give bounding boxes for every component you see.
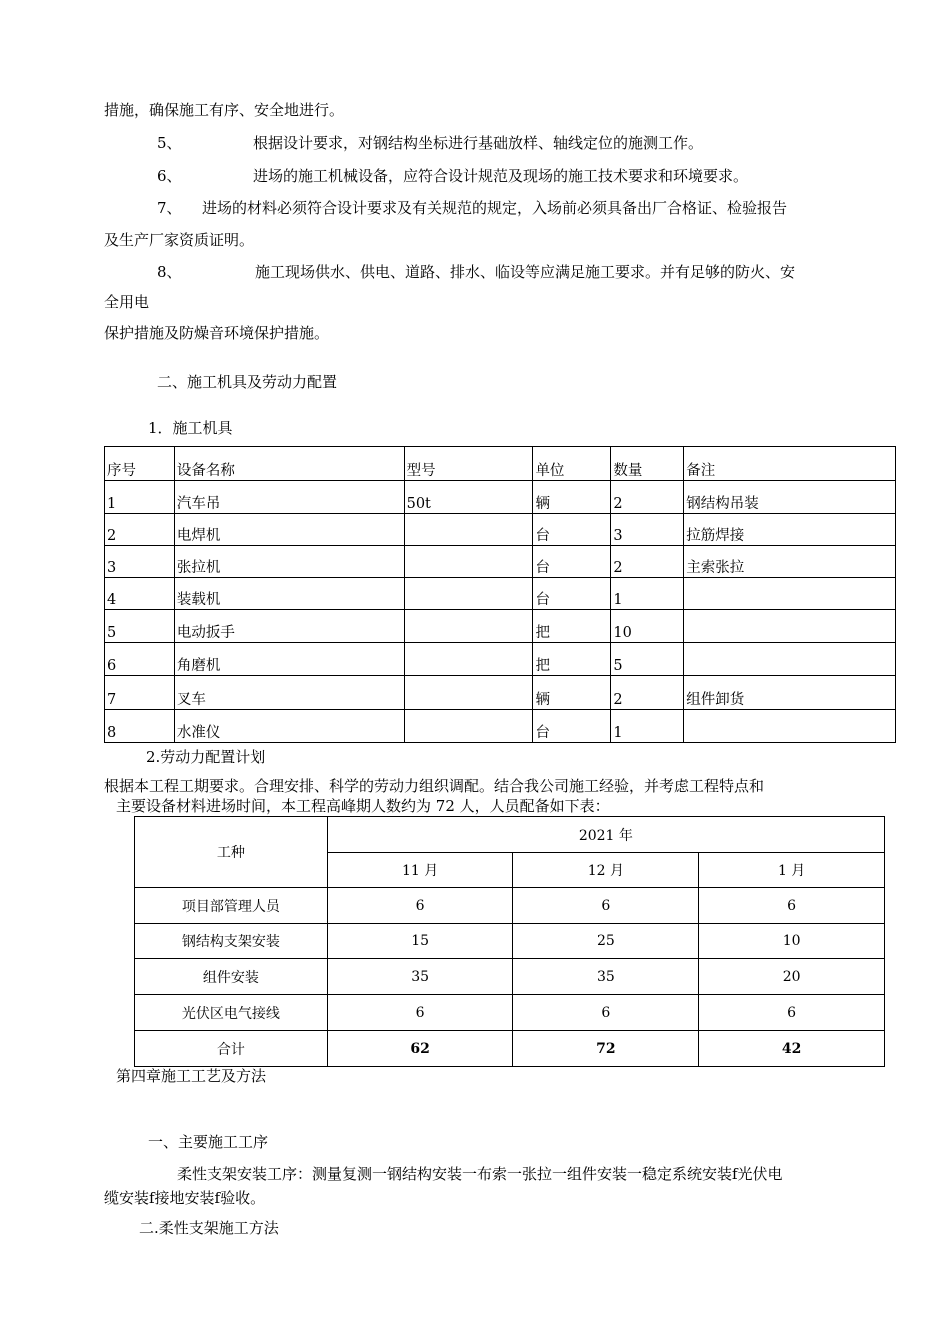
cell-qty: 1	[611, 578, 684, 610]
header-cell: 型号	[404, 447, 533, 481]
cell-no: 3	[105, 546, 175, 578]
list-text: 进场的施工机械设备，应符合设计规范及现场的施工技术要求和环境要求。	[253, 167, 749, 185]
table-row	[105, 676, 896, 710]
cell-no: 5	[105, 610, 175, 643]
table-row	[135, 995, 885, 1031]
cell-value: 6	[327, 995, 513, 1031]
table-row	[105, 514, 896, 546]
cell-worktype: 组件安装	[135, 959, 328, 995]
cell-no: 7	[105, 676, 175, 710]
table-header-row	[105, 447, 896, 481]
list-number: 8、	[157, 263, 182, 281]
cell-unit: 台	[533, 578, 611, 610]
header-worktype: 工种	[135, 817, 328, 888]
header-cell: 备注	[684, 447, 896, 481]
cell-name: 水准仪	[174, 710, 404, 743]
list-item-8-continuation: 全用电	[104, 293, 150, 311]
section-heading: 二.柔性支架施工方法	[139, 1219, 279, 1237]
cell-note: 钢结构吊装	[684, 481, 896, 514]
cell-worktype: 项目部管理人员	[135, 888, 328, 924]
cell-value: 6	[699, 995, 885, 1031]
cell-unit: 台	[533, 546, 611, 578]
subsection-heading: 2.劳动力配置计划	[146, 748, 266, 766]
cell-unit: 台	[533, 710, 611, 743]
cell-model	[404, 710, 533, 743]
header-cell: 单位	[533, 447, 611, 481]
cell-value: 25	[513, 924, 699, 959]
labor-intro-line2: 主要设备材料进场时间，本工程高峰期人数约为 72 人，人员配备如下表：	[116, 797, 610, 815]
cell-no: 2	[105, 514, 175, 546]
cell-qty: 2	[611, 546, 684, 578]
cell-worktype: 合计	[135, 1031, 328, 1067]
paragraph-continuation: 缆安装f接地安装f验收。	[104, 1189, 266, 1207]
cell-no: 6	[105, 643, 175, 676]
cell-value: 6	[327, 888, 513, 924]
cell-total: 62	[327, 1031, 513, 1067]
cell-unit: 辆	[533, 676, 611, 710]
cell-no: 1	[105, 481, 175, 514]
cell-note: 拉筋焊接	[684, 514, 896, 546]
paragraph: 柔性支架安装工序：测量复测一钢结构安装一布索一张拉一组件安装一稳定系统安装f光伏电	[177, 1165, 783, 1183]
cell-unit: 台	[533, 514, 611, 546]
cell-model	[404, 676, 533, 710]
cell-model: 50t	[404, 481, 533, 514]
table-row	[105, 546, 896, 578]
cell-note	[684, 710, 896, 743]
cell-worktype: 光伏区电气接线	[135, 995, 328, 1031]
list-item-8-continuation-2: 保护措施及防燥音环境保护措施。	[104, 324, 330, 342]
cell-value: 6	[513, 888, 699, 924]
list-text: 施工现场供水、供电、道路、排水、临设等应满足施工要求。并有足够的防火、安	[255, 263, 796, 281]
chapter-title: 第四章施工工艺及方法	[116, 1067, 267, 1085]
cell-model	[404, 610, 533, 643]
cell-unit: 把	[533, 610, 611, 643]
table-row	[105, 481, 896, 514]
cell-no: 4	[105, 578, 175, 610]
table-row	[105, 710, 896, 743]
cell-note: 主索张拉	[684, 546, 896, 578]
table-total-row	[135, 1031, 885, 1067]
list-text: 根据设计要求，对钢结构坐标进行基础放样、轴线定位的施测工作。	[253, 134, 704, 152]
cell-value: 10	[699, 924, 885, 959]
cell-qty: 2	[611, 676, 684, 710]
cell-model	[404, 514, 533, 546]
cell-qty: 5	[611, 643, 684, 676]
cell-note	[684, 643, 896, 676]
cell-total: 42	[699, 1031, 885, 1067]
table-row	[135, 888, 885, 924]
table-row	[105, 578, 896, 610]
cell-name: 汽车吊	[174, 481, 404, 514]
cell-name: 角磨机	[174, 643, 404, 676]
list-item-6	[157, 166, 749, 186]
header-year: 2021 年	[327, 817, 884, 853]
table-row	[135, 924, 885, 959]
list-text: 进场的材料必须符合设计要求及有关规范的规定，入场前必须具备出厂合格证、检验报告	[202, 199, 788, 217]
table-header-row	[135, 817, 885, 853]
list-number: 7、	[157, 199, 182, 217]
header-cell: 序号	[105, 447, 175, 481]
table-row	[105, 610, 896, 643]
cell-model	[404, 643, 533, 676]
cell-name: 电焊机	[174, 514, 404, 546]
header-month: 12 月	[513, 853, 699, 888]
cell-qty: 1	[611, 710, 684, 743]
cell-qty: 2	[611, 481, 684, 514]
section-heading: 一、主要施工工序	[148, 1133, 269, 1151]
list-item-7	[157, 198, 788, 218]
list-item-7-continuation: 及生产厂家资质证明。	[104, 231, 255, 249]
header-cell: 设备名称	[174, 447, 404, 481]
cell-value: 35	[513, 959, 699, 995]
cell-name: 装载机	[174, 578, 404, 610]
cell-model	[404, 578, 533, 610]
cell-value: 15	[327, 924, 513, 959]
header-month: 11 月	[327, 853, 513, 888]
list-item-5	[157, 133, 704, 153]
cell-value: 6	[699, 888, 885, 924]
cell-no: 8	[105, 710, 175, 743]
cell-unit: 把	[533, 643, 611, 676]
cell-model	[404, 546, 533, 578]
section-heading: 二、施工机具及劳动力配置	[157, 373, 338, 391]
header-month: 1 月	[699, 853, 885, 888]
labor-intro-line1: 根据本工程工期要求。合理安排、科学的劳动力组织调配。结合我公司施工经验，并考虑工程特点和	[104, 777, 765, 795]
cell-total: 72	[513, 1031, 699, 1067]
paragraph-continuation: 措施，确保施工有序、安全地进行。	[104, 101, 345, 119]
cell-unit: 辆	[533, 481, 611, 514]
labor-table	[134, 816, 885, 1067]
subsection-heading: 1．施工机具	[148, 419, 233, 437]
cell-value: 35	[327, 959, 513, 995]
cell-qty: 3	[611, 514, 684, 546]
cell-note	[684, 610, 896, 643]
cell-value: 20	[699, 959, 885, 995]
table-row	[105, 643, 896, 676]
cell-qty: 10	[611, 610, 684, 643]
cell-name: 电动扳手	[174, 610, 404, 643]
list-number: 6、	[157, 167, 182, 185]
cell-value: 6	[513, 995, 699, 1031]
cell-name: 张拉机	[174, 546, 404, 578]
cell-name: 叉车	[174, 676, 404, 710]
equipment-table	[104, 446, 896, 743]
table-row	[135, 959, 885, 995]
cell-worktype: 钢结构支架安装	[135, 924, 328, 959]
list-item-8	[157, 262, 796, 282]
cell-note	[684, 578, 896, 610]
cell-note: 组件卸货	[684, 676, 896, 710]
list-number: 5、	[157, 134, 182, 152]
header-cell: 数量	[611, 447, 684, 481]
